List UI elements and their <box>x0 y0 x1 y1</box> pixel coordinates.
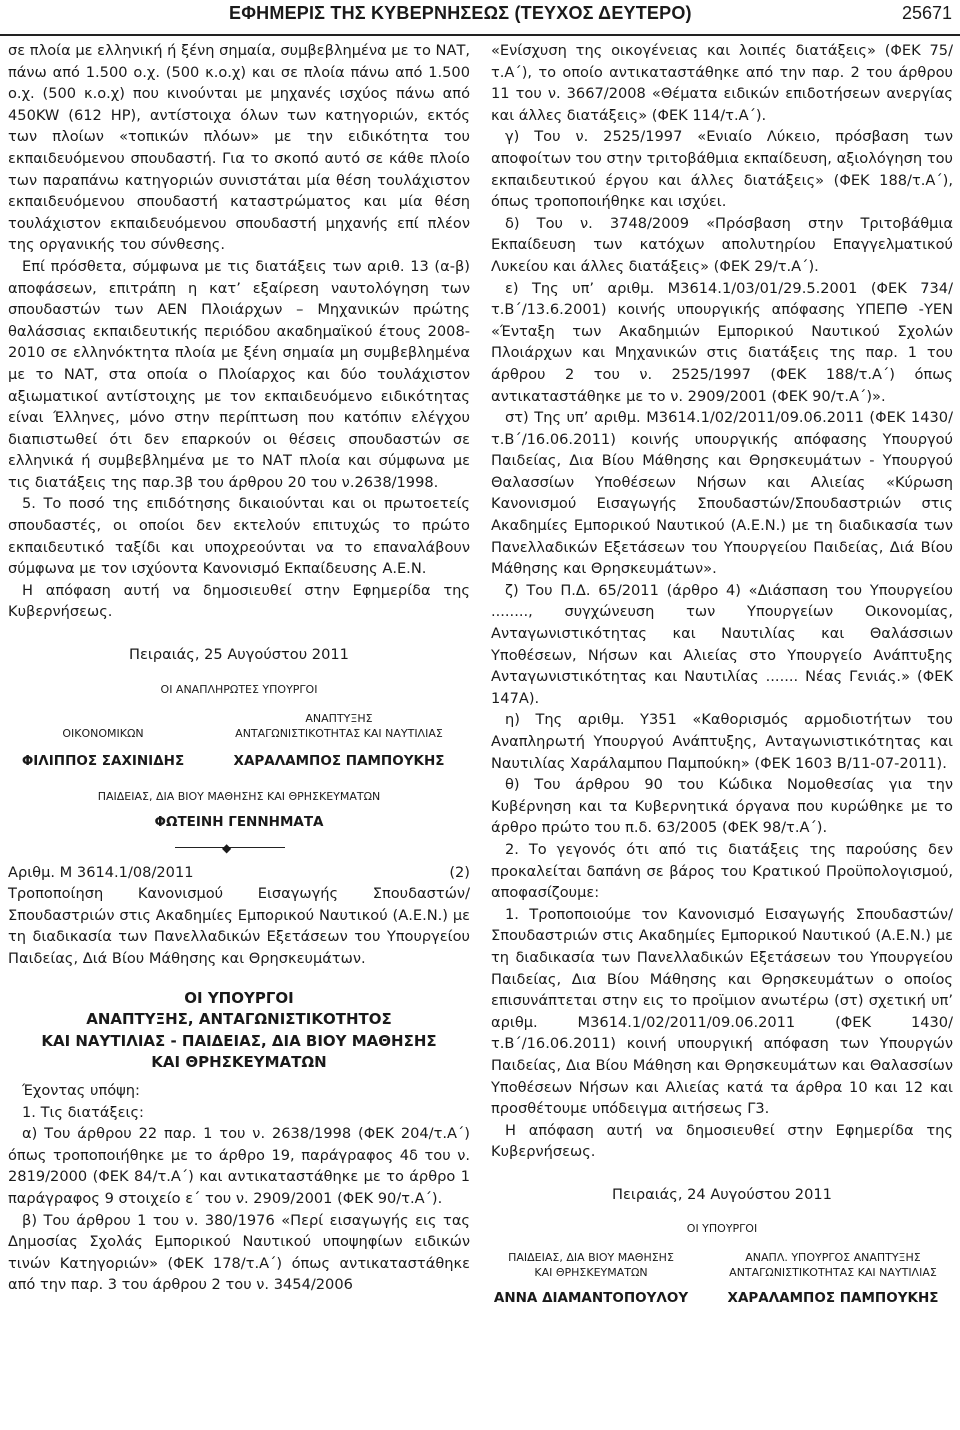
paragraph: β) Του άρθρου 1 του ν. 380/1976 «Περί εισαγωγής εις τας Δημοσίας Σχολάς Εμπορικού Ναυτικού υποψηφίων ειδικών τινών Κατηγοριών» (ΦΕΚ 178/τ.Α΄) όπως αντικαταστάθηκε από την παρ. 3 του άρθρου 2 του ν. 3454/2006 <box>8 1211 470 1294</box>
paragraph: α) Του άρθρου 22 παρ. 1 του ν. 2638/1998 (ΦΕΚ 204/τ.Α΄) όπως τροποποιήθηκε με το άρθρο 19, παράγραφος 4δ του ν. 2819/2000 (ΦΕΚ 84/τ.Α΄) και αντικαταστάθηκε με το άρθρο 1 παράγραφος 9 στοιχείο ε΄ του ν. 2909/2001 (ΦΕΚ 90/τ.Α΄). <box>8 1125 470 1207</box>
section-divider <box>8 840 470 856</box>
signatory-ministry: ΑΝΑΠΤΥΞΗΣ <box>305 711 373 725</box>
paragraph: ε) Της υπ’ αριθμ. Μ3614.1/03/01/29.5.2001 (ΦΕΚ 734/τ.Β΄/13.6.2001) κοινής υπουργικής απόφασης ΥΠΕΠΘ -ΥΕΝ «Ένταξη των Ακαδημιών Εμπορικού Ναυτικού Σχολών Πλοιάρχων και Μηχανικών στις διατάξεις της παρ. 1 του άρθρου 2 του ν. 2525/1997 (ΦΕΚ 188/τ.Α΄) όπως αντικαταστάθηκε με το ν. 2909/2001 (ΦΕΚ 90/τ.Α΄)». <box>491 279 953 405</box>
paragraph: στ) Της υπ’ αριθμ. Μ3614.1/02/2011/09.06.2011 (ΦΕΚ 1430/τ.Β΄/16.06.2011) κοινής υπουργικής απόφασης Υπουργού Παιδείας, Δια Βίου Μάθησης και Θρησκευμάτων - Υπουργού Θαλασσίων Υποθέσεων Νήσων και Αλιείας «Κύρωση Κανονισμού Εισαγωγής Σπουδαστών/Σπουδαστριών στις Ακαδημίες Εμπορικού Ναυτικού (Α.Ε.Ν.) με τη διαδικασία των Πανελλαδικών Εξετάσεων του Υπουργείου Παιδείας, Διά Βίου Μάθησης και Θρησκευμάτων». <box>491 409 953 578</box>
signatories-heading: ΟΙ ΥΠΟΥΡΓΟΙ <box>686 1222 758 1236</box>
paragraph: σε πλοία με ελληνική ή ξένη σημαία, συμβεβλημένα με το ΝΑΤ, πάνω από 1.500 ο.χ. (500 κ.ο.χ) και σε πλοία πάνω από 1.500 ο.χ. (500 κ.ο.χ) που κινούνται με μηχανές ισχύος πάνω από 450KW (612 HP), αντίστοιχα όλων των κατηγοριών, εκτός των πλοίων «τοπικών πλόων» με την ειδικότητα του εκπαιδευόμενου σπουδαστή. Για το σκοπό αυτό σε κάθε πλοίο των παραπάνω κατηγοριών συνιστάται μία θέση τουλάχιστον εκπαιδευόμενου σπουδαστή καταστρώματος και μία θέση τουλάχιστον εκπαιδευόμενου σπουδαστή μηχανής επί πλέον της οργανικής του σύνθεσης. <box>8 42 470 254</box>
paragraph: θ) Του άρθρου 90 του Κώδικα Νομοθεσίας για την Κυβέρνηση και τα Κυβερνητικά όργανα που κυρώθηκε με το άρθρο πρώτο του π.δ. 63/2005 (ΦΕΚ 98/τ.Α΄). <box>491 776 953 837</box>
signature-names-row <box>8 751 470 771</box>
paragraph: Η απόφαση αυτή να δημοσιευθεί στην Εφημερίδα της Κυβερνήσεως. <box>491 1121 953 1161</box>
signature-right <box>713 1250 953 1308</box>
signature-right <box>208 711 470 741</box>
signature-left <box>8 726 198 741</box>
signatory-ministry: ΟΙΚΟΝΟΜΙΚΩΝ <box>62 726 144 740</box>
paragraph: Η απόφαση αυτή να δημοσιευθεί στην Εφημερίδα της Κυβερνήσεως. <box>8 581 470 621</box>
signatory-ministry: ΑΝΤΑΓΩΝΙΣΤΙΚΟΤΗΤΑΣ ΚΑΙ ΝΑΥΤΙΛΙΑΣ <box>235 726 443 740</box>
decision-number-row <box>8 862 470 884</box>
signatory-ministry: ΚΑΙ ΘΡΗΣΚΕΥΜΑΤΩΝ <box>534 1266 648 1280</box>
decision-title: Τροποποίηση Κανονισμού Εισαγωγής Σπουδαστών/Σπουδαστριών στις Ακαδημίες Εμπορικού Ναυτικού (Α.Ε.Ν.) με τη διαδικασία των Πανελλαδικών Εξετάσεων του Υπουργείου Παιδείας, Διά Βίου Μάθησης και Θρησκευμάτων. <box>8 885 470 967</box>
signatory-ministry: ΑΝΑΠΛ. ΥΠΟΥΡΓΟΣ ΑΝΑΠΤΥΞΗΣ <box>745 1251 921 1265</box>
signatory-name: ΦΙΛΙΠΠΟΣ ΣΑΧΙΝΙΔΗΣ <box>21 752 185 769</box>
signatory-ministry: ΠΑΙΔΕΙΑΣ, ΔΙΑ ΒΙΟΥ ΜΑΘΗΣΗΣ ΚΑΙ ΘΡΗΣΚΕΥΜΑΤΩΝ <box>97 789 381 803</box>
left-column <box>8 40 470 1296</box>
page-number: 25671 <box>901 3 952 23</box>
paragraph: 1. Τροποποιούμε τον Κανονισμό Εισαγωγής Σπουδαστών/Σπουδαστριών στις Ακαδημίες Εμπορικού Ναυτικού (Α.Ε.Ν.) με τη διαδικασία των Πανελλαδικών Εξετάσεων του Υπουργείου Παιδείας, Δια Βίου Μάθησης και Θρησκευμάτων ο οποίος επισυνάπτεται στην εις το προϊμιον ανωτέρω (στ) σχετική υπ’ αριθμ. Μ3614.1/02/2011/09.06.2011 (ΦΕΚ 1430/ τ.Β΄/16.06.2011) κοινή υπουργική απόφαση των Υπουργών Παιδείας, Δια Βίου Μάθηση και Θρησκευμάτων και Θαλασσίων Υποθέσεων Νήσων και Αλιείας κατά τα άρθρα 10 και 12 και προσθέτουμε υπόδειγμα αιτήσεως Γ3. <box>491 905 953 1118</box>
paragraph: Επί πρόσθετα, σύμφωνα με τις διατάξεις των αριθ. 13 (α-β) αποφάσεων, επιτράπη η κατ’ εξαίρεση ναυτολόγηση των σπουδαστών των ΑΕΝ Πλοιάρχων – Μηχανικών πρώτης θαλάσσιας εκπαιδευτικής περιόδου ακαδημαϊκού έτους 2008-2010 σε ελληνόκτητα πλοία με ξένη σημαία μη συμβεβλημένα με το ΝΑΤ, στα οποία ο Πλοίαρχος και δύο τουλάχιστον αξιωματικοί αντίστοιχης με τον εκπαιδευόμενο ειδικότητας είναι Έλληνες, μόνο στην περίπτωση που κατόπιν ελέγχου διαπιστωθεί ότι δεν επαρκούν οι θέσεις σπουδαστών σε ελληνικά ή συμβεβλημένα με το ΝΑΤ πλοία και σύμφωνα με τις διατάξεις της παρ.3β του άρθρου 20 του ν.2638/1998. <box>8 257 470 491</box>
signatory-ministry: ΑΝΤΑΓΩΝΙΣΤΙΚΟΤΗΤΑΣ ΚΑΙ ΝΑΥΤΙΛΙΑΣ <box>729 1266 937 1280</box>
signature-left <box>491 1250 691 1308</box>
signatory-name: ΧΑΡΑΛΑΜΠΟΣ ΠΑΜΠΟΥΚΗΣ <box>727 1290 939 1307</box>
paragraph: ζ) Του Π.Δ. 65/2011 (άρθρο 4) «Διάσπαση του Υπουργείου ........, συγχώνευση των Υπουργείων Οικονομίας, Ανταγωνιστικότητας και Ναυτιλίας και Θαλάσσιων Υποθέσεων, Νήσων και Αλιείας στο Υπουργείο Ανάπτυξης Ανταγωνιστικότητας και Ναυτιλίας ....... Νέας Γενιάς.» (ΦΕΚ 147Α). <box>491 581 953 707</box>
paragraph: 5. Το ποσό της επιδότησης δικαιούνται και οι πρωτοετείς σπουδαστές, οι οποίοι δεν εκτελούν επιτυχώς το πρώτο εκπαιδευτικό ταξίδι και υποχρεούνται να το επαναλάβουν σύμφωνα με τον ισχύοντα Κανονισμό Εκπαίδευσης Α.Ε.Ν. <box>8 495 470 578</box>
right-column <box>491 40 953 1308</box>
signatory-ministry: ΠΑΙΔΕΙΑΣ, ΔΙΑ ΒΙΟΥ ΜΑΘΗΣΗΣ <box>508 1251 674 1265</box>
signature-row <box>8 711 470 741</box>
place-date: Πειραιάς, 25 Αυγούστου 2011 <box>129 646 349 664</box>
signatory-name: ΦΩΤΕΙΝΗ ΓΕΝΝΗΜΑΤΑ <box>154 813 324 830</box>
diamond-icon: ◆ <box>222 840 232 855</box>
paragraph: Έχοντας υπόψη: <box>22 1081 140 1099</box>
paragraph: 1. Τις διατάξεις: <box>22 1103 144 1121</box>
gazette-title: ΕΦΗΜΕΡΙΣ ΤΗΣ ΚΥΒΕΡΝΗΣΕΩΣ (ΤΕΥΧΟΣ ΔΕΥΤΕΡΟ) <box>229 3 692 23</box>
decision-index: (2) <box>449 863 470 881</box>
paragraph: δ) Του ν. 3748/2009 «Πρόσβαση στην Τριτοβάθμια Εκπαίδευση των κατόχων απολυτηρίου Επαγγελματικού Λυκείου και άλλες διατάξεις» (ΦΕΚ 29/τ.Α΄). <box>491 214 953 275</box>
page-header <box>0 0 960 36</box>
paragraph: «Ενίσχυση της οικογένειας και λοιπές διατάξεις» (ΦΕΚ 75/τ.Α΄), το οποίο αντικαταστάθηκε από την παρ. 2 του άρθρου 11 του ν. 3667/2008 «Θέματα ειδικών επιδοτήσεων ανεργίας και άλλες διατάξεις» (ΦΕΚ 114/τ.Α΄). <box>491 42 953 124</box>
signatory-name: ΑΝΝΑ ΔΙΑΜΑΝΤΟΠΟΥΛΟΥ <box>493 1290 689 1307</box>
decision-number: Αριθμ. Μ 3614.1/08/2011 <box>8 863 194 881</box>
paragraph: γ) Του ν. 2525/1997 «Ενιαίο Λύκειο, πρόσβαση των αποφοίτων του στην τριτοβάθμια εκπαίδευση, αξιολόγηση του εκπαιδευτικού έργου και άλλες διατάξεις» (ΦΕΚ 188/τ.Α΄), όπως τροποποιήθηκε και ισχύει. <box>491 128 953 211</box>
ministers-heading: ΟΙ ΥΠΟΥΡΓΟΙ ΑΝΑΠΤΥΞΗΣ, ΑΝΤΑΓΩΝΙΣΤΙΚΟΤΗΤΟΣ ΚΑΙ ΝΑΥΤΙΛΙΑΣ - ΠΑΙΔΕΙΑΣ, ΔΙΑ ΒΙΟΥ ΜΑΘΗΣΗΣ ΚΑΙ ΘΡΗΣΚΕΥΜΑΤΩΝ <box>41 988 437 1072</box>
signatory-name: ΧΑΡΑΛΑΜΠΟΣ ΠΑΜΠΟΥΚΗΣ <box>233 752 445 769</box>
signatories-heading: ΟΙ ΑΝΑΠΛΗΡΩΤΕΣ ΥΠΟΥΡΓΟΙ <box>160 682 318 696</box>
place-date: Πειραιάς, 24 Αυγούστου 2011 <box>612 1185 832 1203</box>
signature-row <box>491 1250 953 1308</box>
paragraph: 2. Το γεγονός ότι από τις διατάξεις της παρούσης δεν προκαλείται δαπάνη σε βάρος του Κρατικού Προϋπολογισμού, αποφασίζουμε: <box>491 840 953 902</box>
paragraph: η) Της αριθμ. Υ351 «Καθορισμός αρμοδιοτήτων του Αναπληρωτή Υπουργού Ανάπτυξης, Ανταγωνιστικότητας και Ναυτιλίας Χαράλαμπου Παμπούκη» (ΦΕΚ 1603 Β/11-07-2011). <box>491 711 953 772</box>
